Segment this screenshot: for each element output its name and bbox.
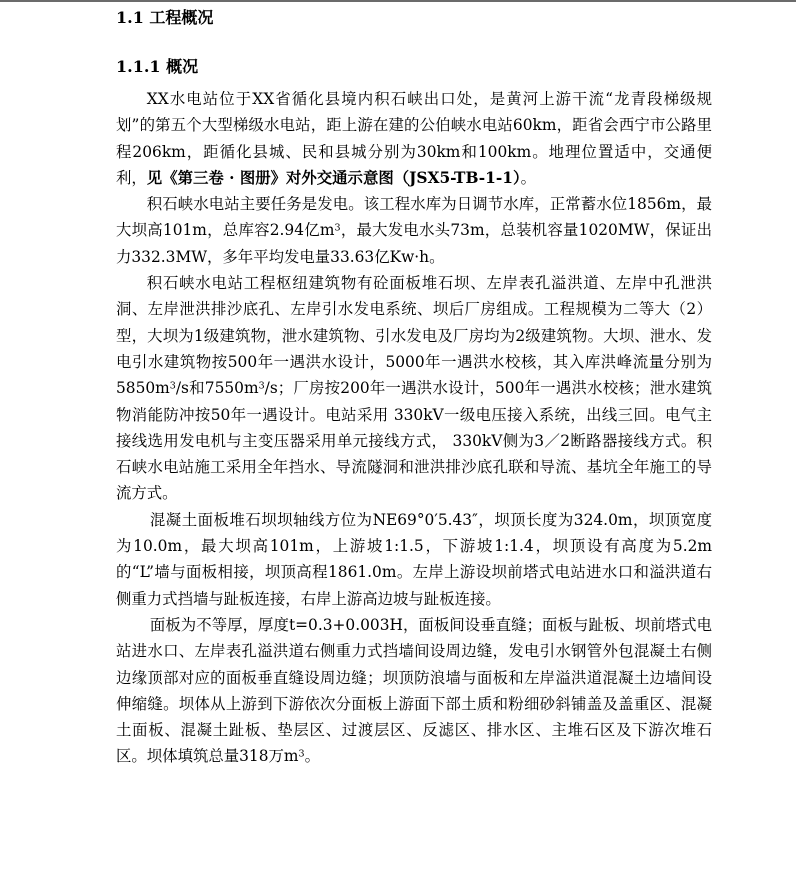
paragraph-main-task-text: 积石峡水电站主要任务是发电。该工程水库为日调节水库，正常蓄水位1856m，最大坝高101m，总库容2.94亿m: [116, 195, 712, 240]
paragraph-location-text: XX水电站位于XX省循化县境内积石峡出口处，是黄河上游干流“龙青段梯级规划”的第五个大型梯级水电站，距上游在建的公伯峡水电站60km，距省会西宁市公路里程206km，距循化县城、民和县城分别为30km和100km。地理位置适中，交通便利，: [116, 90, 712, 187]
paragraph-location-end: 。: [520, 168, 537, 187]
superscript-cube: 3: [258, 380, 265, 392]
figure-reference: 见《第三卷 · 图册》对外交通示意图（JSX5-TB-1-1）: [146, 168, 521, 187]
paragraph-structures-end: /s；厂房按200年一遇洪水设计，500年一遇洪水校核；泄水建筑物消能防冲按50年一遇设计。电站采用 330kV一级电压接入系统，出线三回。电气主接线选用发电机与主变压器采用单元接线方式， 330kV侧为3／2断路器接线方式。积石峡水电站施工采用全年挡水、导流隧洞和泄洪排沙底孔联和导流、基坑全年施工的导流方式。: [116, 379, 712, 503]
superscript-cube: 3: [334, 223, 341, 235]
superscript-cube: 3: [298, 749, 305, 761]
subsection-heading: 1.1.1 概况: [116, 57, 199, 76]
page-top-border: [0, 0, 796, 2]
paragraph-face-slab-end: 。: [304, 747, 320, 766]
paragraph-location: [116, 86, 712, 191]
body-text: [116, 86, 712, 770]
paragraph-main-task: [116, 191, 712, 270]
paragraph-face-slab: [116, 612, 712, 770]
paragraph-main-task-end: ，最大发电水头73m，总装机容量1020MW，保证出力332.3MW，多年平均发电量33.63亿Kw·h。: [116, 221, 712, 266]
paragraph-structures-text: 积石峡水电站工程枢纽建筑物有砼面板堆石坝、左岸表孔溢洪道、左岸中孔泄洪洞、左岸泄洪排沙底孔、左岸引水发电系统、坝后厂房组成。工程规模为二等大（2）型，大坝为1级建筑物，泄水建筑物、引水发电及厂房均为2级建筑物。大坝、泄水、发电引水建筑物按500年一遇洪水设计，5000年一遇洪水校核，其入库洪峰流量分别为5850m: [116, 274, 712, 398]
superscript-cube: 3: [169, 380, 176, 392]
paragraph-face-slab-text: 面板为不等厚，厚度t=0.3+0.003H，面板间设垂直缝；面板与趾板、坝前塔式电站进水口、左岸表孔溢洪道右侧重力式挡墙间设周边缝，发电引水钢管外包混凝土右侧边缘顶部对应的面板垂直缝设周边缝；坝顶防浪墙与面板和左岸溢洪道混凝土边墙间设伸缩缝。坝体从上游到下游依次分面板上游面下部土质和粉细砂斜铺盖及盖重区、混凝土面板、混凝土趾板、垫层区、过渡层区、反滤区、排水区、主堆石区及下游次堆石区。坝体填筑总量318万m: [116, 615, 712, 766]
paragraph-dam-axis: 混凝土面板堆石坝坝轴线方位为NE69°0′5.43″，坝顶长度为324.0m，坝顶宽度为10.0m，最大坝高101m，上游坡1:1.5，下游坡1:1.4，坝顶设有高度为5.2m的“L”墙与面板相接，坝顶高程1861.0m。左岸上游设坝前塔式电站进水口和溢洪道右侧重力式挡墙与趾板连接，右岸上游高边坡与趾板连接。: [116, 510, 712, 608]
paragraph-structures-mid: /s和7550m: [175, 379, 259, 398]
section-heading: 1.1 工程概况: [116, 8, 214, 27]
paragraph-structures: [116, 270, 712, 507]
